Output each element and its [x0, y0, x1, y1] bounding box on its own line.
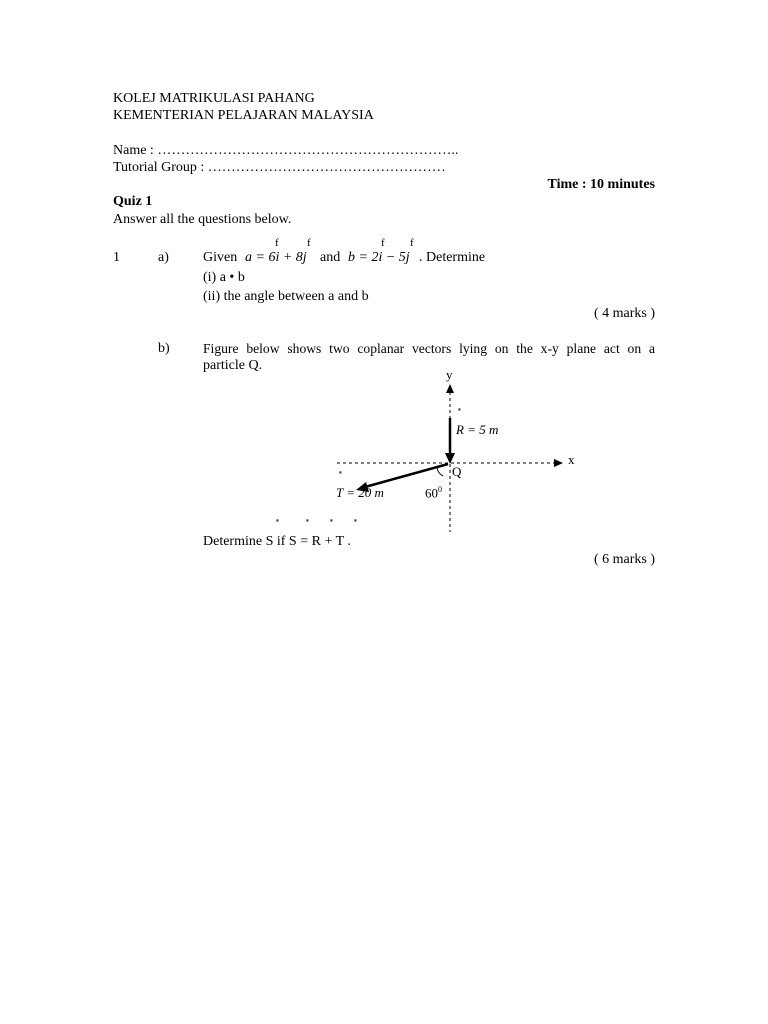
part-a-label: a) — [158, 250, 169, 265]
and-text: and — [320, 250, 341, 265]
vector-b-expression: b = 2i − 5j — [348, 250, 410, 265]
time-limit: Time : 10 minutes — [547, 177, 655, 192]
vector-mark-r2: ''' — [330, 518, 332, 528]
determine-s-line: Determine S if S = R + T . — [203, 534, 351, 549]
tutorial-group-field: Tutorial Group : …………………………………………… — [113, 160, 446, 175]
vector-a-expression: a = 6i + 8j — [245, 250, 307, 265]
vector-mark-r: ''' — [458, 407, 460, 417]
vector-mark-j-b: f — [410, 237, 414, 249]
given-text: Given — [203, 250, 238, 265]
instruction: Answer all the questions below. — [113, 212, 292, 227]
point-q: Q — [452, 464, 462, 479]
ministry-name: KEMENTERIAN PELAJARAN MALAYSIA — [113, 108, 374, 123]
angle-arc — [437, 467, 443, 476]
vector-r-arrowhead — [445, 453, 455, 464]
vector-mark-s2: ''' — [306, 518, 308, 528]
vector-mark-t2: ''' — [354, 518, 356, 528]
y-axis-label: y — [446, 367, 453, 382]
x-axis-label: x — [568, 452, 575, 467]
name-field: Name : ……………………………………………………….. — [113, 143, 459, 158]
vector-mark-i-b: f — [381, 237, 385, 249]
y-axis-arrowhead — [446, 384, 454, 393]
x-axis-arrowhead — [554, 459, 563, 467]
part-ii: (ii) the angle between a and b — [203, 289, 369, 304]
t-label: T = 20 m — [336, 485, 384, 500]
quiz-title: Quiz 1 — [113, 194, 153, 209]
college-name: KOLEJ MATRIKULASI PAHANG — [113, 91, 315, 106]
part-b-text-line2: particle Q. — [203, 358, 263, 373]
vector-mark-i-a: f — [275, 237, 279, 249]
part-b-text-line1: Figure below shows two coplanar vectors lying on the x-y plane act on a — [203, 341, 655, 356]
part-i: (i) a • b — [203, 270, 245, 285]
part-a-marks: ( 4 marks ) — [593, 306, 655, 321]
part-b-marks: ( 6 marks ) — [593, 552, 655, 567]
angle-label — [425, 482, 442, 501]
angle-value: 60 — [425, 485, 438, 501]
part-b-label: b) — [158, 341, 170, 356]
vector-mark-s1: ''' — [276, 518, 278, 528]
r-label: R = 5 m — [456, 422, 499, 437]
determine-text: . Determine — [419, 250, 486, 265]
degree-mark: 0 — [438, 485, 442, 494]
question-number: 1 — [113, 250, 120, 265]
vector-mark-t: ''' — [339, 470, 341, 480]
vector-mark-j-a: f — [307, 237, 311, 249]
